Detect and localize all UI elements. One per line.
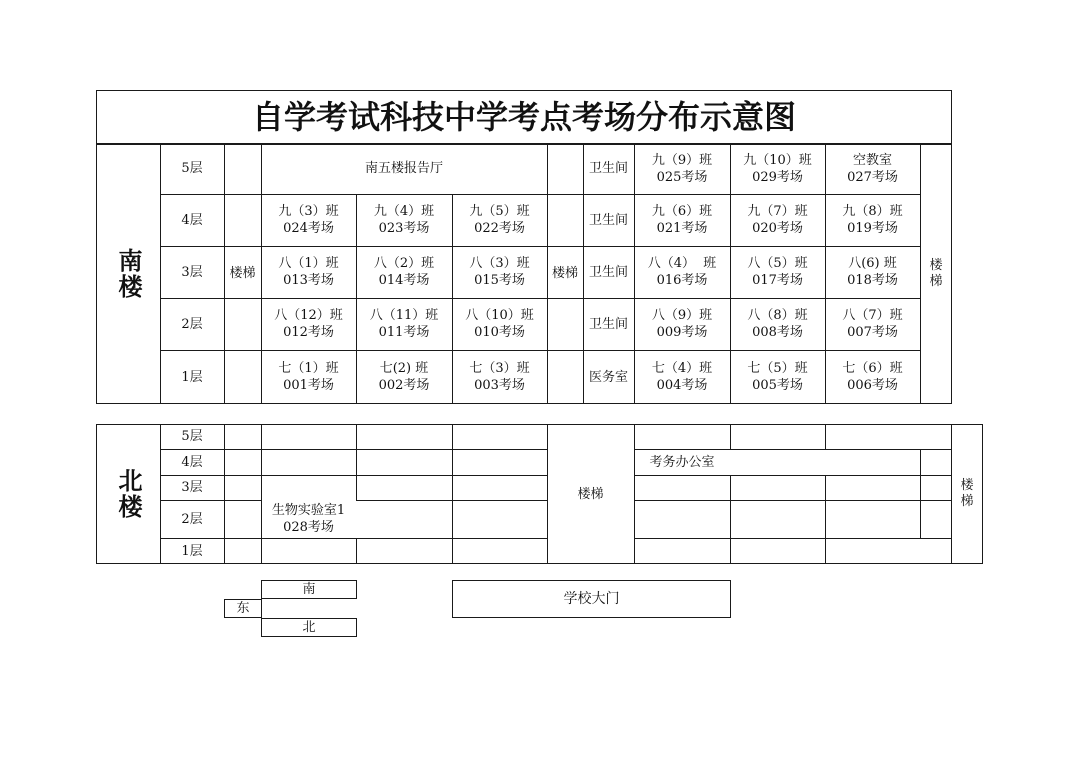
room-number: 003考场 bbox=[474, 378, 525, 393]
room-number: 020考场 bbox=[752, 221, 803, 236]
exam-room-cell bbox=[356, 350, 452, 404]
diagram-title: 自学考试科技中学考点考场分布示意图 bbox=[251, 97, 796, 136]
class-name: 九（7）班 bbox=[747, 204, 808, 219]
floor-label: 2层 bbox=[181, 511, 203, 527]
south-building-label bbox=[96, 143, 160, 404]
class-name: 空教室 bbox=[852, 152, 892, 168]
exam-room-cell bbox=[356, 194, 452, 246]
class-name: 八（10）班 bbox=[465, 308, 534, 323]
room-number: 009考场 bbox=[656, 325, 708, 340]
class-name: 七(2) 班 bbox=[379, 361, 429, 376]
exam-room-cell bbox=[634, 246, 730, 298]
restroom: 卫生间 bbox=[588, 316, 628, 332]
room-number: 004考场 bbox=[656, 378, 708, 393]
north-building-label bbox=[96, 424, 160, 564]
restroom: 卫生间 bbox=[588, 212, 628, 228]
class-name: 九（5）班 bbox=[469, 204, 530, 219]
stairs-label: 楼梯 bbox=[551, 266, 578, 281]
class-name: 八（5）班 bbox=[747, 256, 808, 271]
floor-label: 5层 bbox=[181, 161, 203, 176]
room-number: 013考场 bbox=[283, 273, 334, 288]
stairs-char: 楼 bbox=[960, 478, 974, 493]
exam-room-cell bbox=[634, 350, 730, 404]
north-building-name: 北楼 bbox=[114, 468, 143, 520]
exam-room-cell bbox=[825, 194, 920, 246]
class-name: 七（6）班 bbox=[842, 361, 903, 376]
compass-east: 东 bbox=[236, 601, 250, 616]
class-name: 八（4） 班 bbox=[647, 256, 717, 271]
exam-room-cell bbox=[825, 350, 920, 404]
floor-label: 3层 bbox=[181, 480, 203, 495]
room-number: 011考场 bbox=[378, 325, 430, 340]
room-number: 022考场 bbox=[474, 221, 525, 236]
class-name: 九（4）班 bbox=[373, 204, 435, 219]
class-name: 八（11）班 bbox=[369, 308, 439, 323]
room-number: 008考场 bbox=[752, 325, 803, 340]
room-number: 023考场 bbox=[378, 221, 430, 236]
exam-room-cell bbox=[825, 246, 920, 298]
floor-label: 4层 bbox=[181, 454, 203, 470]
exam-room-cell bbox=[452, 194, 547, 246]
exam-room-cell bbox=[452, 246, 547, 298]
floor-label: 1层 bbox=[181, 543, 203, 559]
room-number: 017考场 bbox=[752, 273, 803, 288]
exam-room-cell bbox=[356, 246, 452, 298]
exam-room-cell bbox=[261, 350, 356, 404]
class-name: 七（5）班 bbox=[747, 361, 808, 376]
class-name: 七（3）班 bbox=[469, 361, 530, 376]
floor-label: 2层 bbox=[181, 316, 203, 332]
room-number: 007考场 bbox=[847, 325, 898, 340]
exam-room-cell bbox=[634, 194, 730, 246]
exam-room-cell bbox=[634, 298, 730, 350]
north-building-frame bbox=[96, 424, 983, 564]
class-name: 八（12）班 bbox=[274, 308, 343, 323]
room-number: 005考场 bbox=[752, 378, 803, 393]
report-hall: 南五楼报告厅 bbox=[364, 161, 443, 176]
room-number: 016考场 bbox=[656, 273, 708, 288]
floor-label: 1层 bbox=[181, 369, 203, 385]
exam-room-cell bbox=[261, 194, 356, 246]
class-name: 八（9）班 bbox=[651, 308, 713, 323]
room-number: 027考场 bbox=[847, 169, 898, 185]
exam-room-cell bbox=[261, 246, 356, 298]
stairs-char: 梯 bbox=[929, 273, 943, 289]
exam-room-cell bbox=[634, 143, 730, 194]
class-name: 八（7）班 bbox=[842, 308, 903, 323]
exam-room-cell bbox=[730, 143, 825, 194]
class-name: 八（2）班 bbox=[373, 256, 435, 271]
exam-room-cell bbox=[825, 143, 920, 194]
floor-label: 5层 bbox=[181, 429, 203, 444]
class-name: 八(6) 班 bbox=[848, 256, 897, 271]
exam-room-cell bbox=[261, 298, 356, 350]
bio-lab-exam-room bbox=[261, 500, 356, 538]
stairs-label: 楼梯 bbox=[577, 486, 604, 502]
exam-room-cell bbox=[452, 298, 547, 350]
stairs-char: 楼 bbox=[929, 257, 943, 273]
room-number: 015考场 bbox=[474, 273, 525, 288]
stairs-label-right bbox=[951, 424, 983, 564]
class-name: 九（3）班 bbox=[278, 204, 339, 219]
stairs-label-right bbox=[920, 143, 952, 404]
compass-north: 北 bbox=[302, 620, 316, 635]
room-number: 021考场 bbox=[656, 221, 708, 236]
infirmary: 医务室 bbox=[588, 369, 628, 385]
exam-room-cell bbox=[452, 350, 547, 404]
exam-room-cell bbox=[730, 246, 825, 298]
restroom: 卫生间 bbox=[588, 264, 628, 280]
compass-south: 南 bbox=[302, 582, 316, 597]
exam-room-cell bbox=[730, 350, 825, 404]
room-name: 生物实验室1 bbox=[271, 503, 346, 518]
south-building-name: 南楼 bbox=[114, 247, 143, 300]
room-number: 029考场 bbox=[752, 169, 803, 185]
class-name: 九（10）班 bbox=[743, 152, 812, 168]
exam-office: 考务办公室 bbox=[649, 454, 715, 470]
class-name: 九（6）班 bbox=[651, 204, 713, 219]
room-number: 018考场 bbox=[847, 273, 898, 288]
exam-room-cell bbox=[825, 298, 920, 350]
class-name: 八（3）班 bbox=[469, 256, 530, 271]
room-number: 024考场 bbox=[283, 221, 334, 236]
room-number: 010考场 bbox=[474, 325, 525, 340]
class-name: 七（4）班 bbox=[651, 361, 713, 376]
stairs-label: 楼梯 bbox=[229, 266, 256, 281]
room-number: 006考场 bbox=[847, 378, 898, 393]
room-number: 001考场 bbox=[283, 378, 334, 393]
exam-room-cell bbox=[730, 298, 825, 350]
room-number: 025考场 bbox=[656, 169, 708, 185]
exam-room-cell bbox=[356, 298, 452, 350]
class-name: 九（9）班 bbox=[651, 152, 713, 168]
school-gate: 学校大门 bbox=[563, 590, 620, 607]
class-name: 七（1）班 bbox=[278, 361, 339, 376]
floor-label: 3层 bbox=[181, 264, 203, 280]
floor-label: 4层 bbox=[181, 212, 203, 228]
class-name: 八（1）班 bbox=[278, 256, 339, 271]
exam-room-cell bbox=[730, 194, 825, 246]
room-number: 012考场 bbox=[283, 325, 334, 340]
stairs-char: 梯 bbox=[960, 494, 974, 509]
class-name: 八（8）班 bbox=[747, 308, 808, 323]
room-number: 002考场 bbox=[378, 378, 430, 393]
class-name: 九（8）班 bbox=[842, 204, 903, 219]
room-number: 019考场 bbox=[847, 221, 898, 236]
room-number: 014考场 bbox=[378, 273, 430, 288]
room-number: 028考场 bbox=[283, 520, 334, 535]
restroom: 卫生间 bbox=[588, 161, 628, 176]
